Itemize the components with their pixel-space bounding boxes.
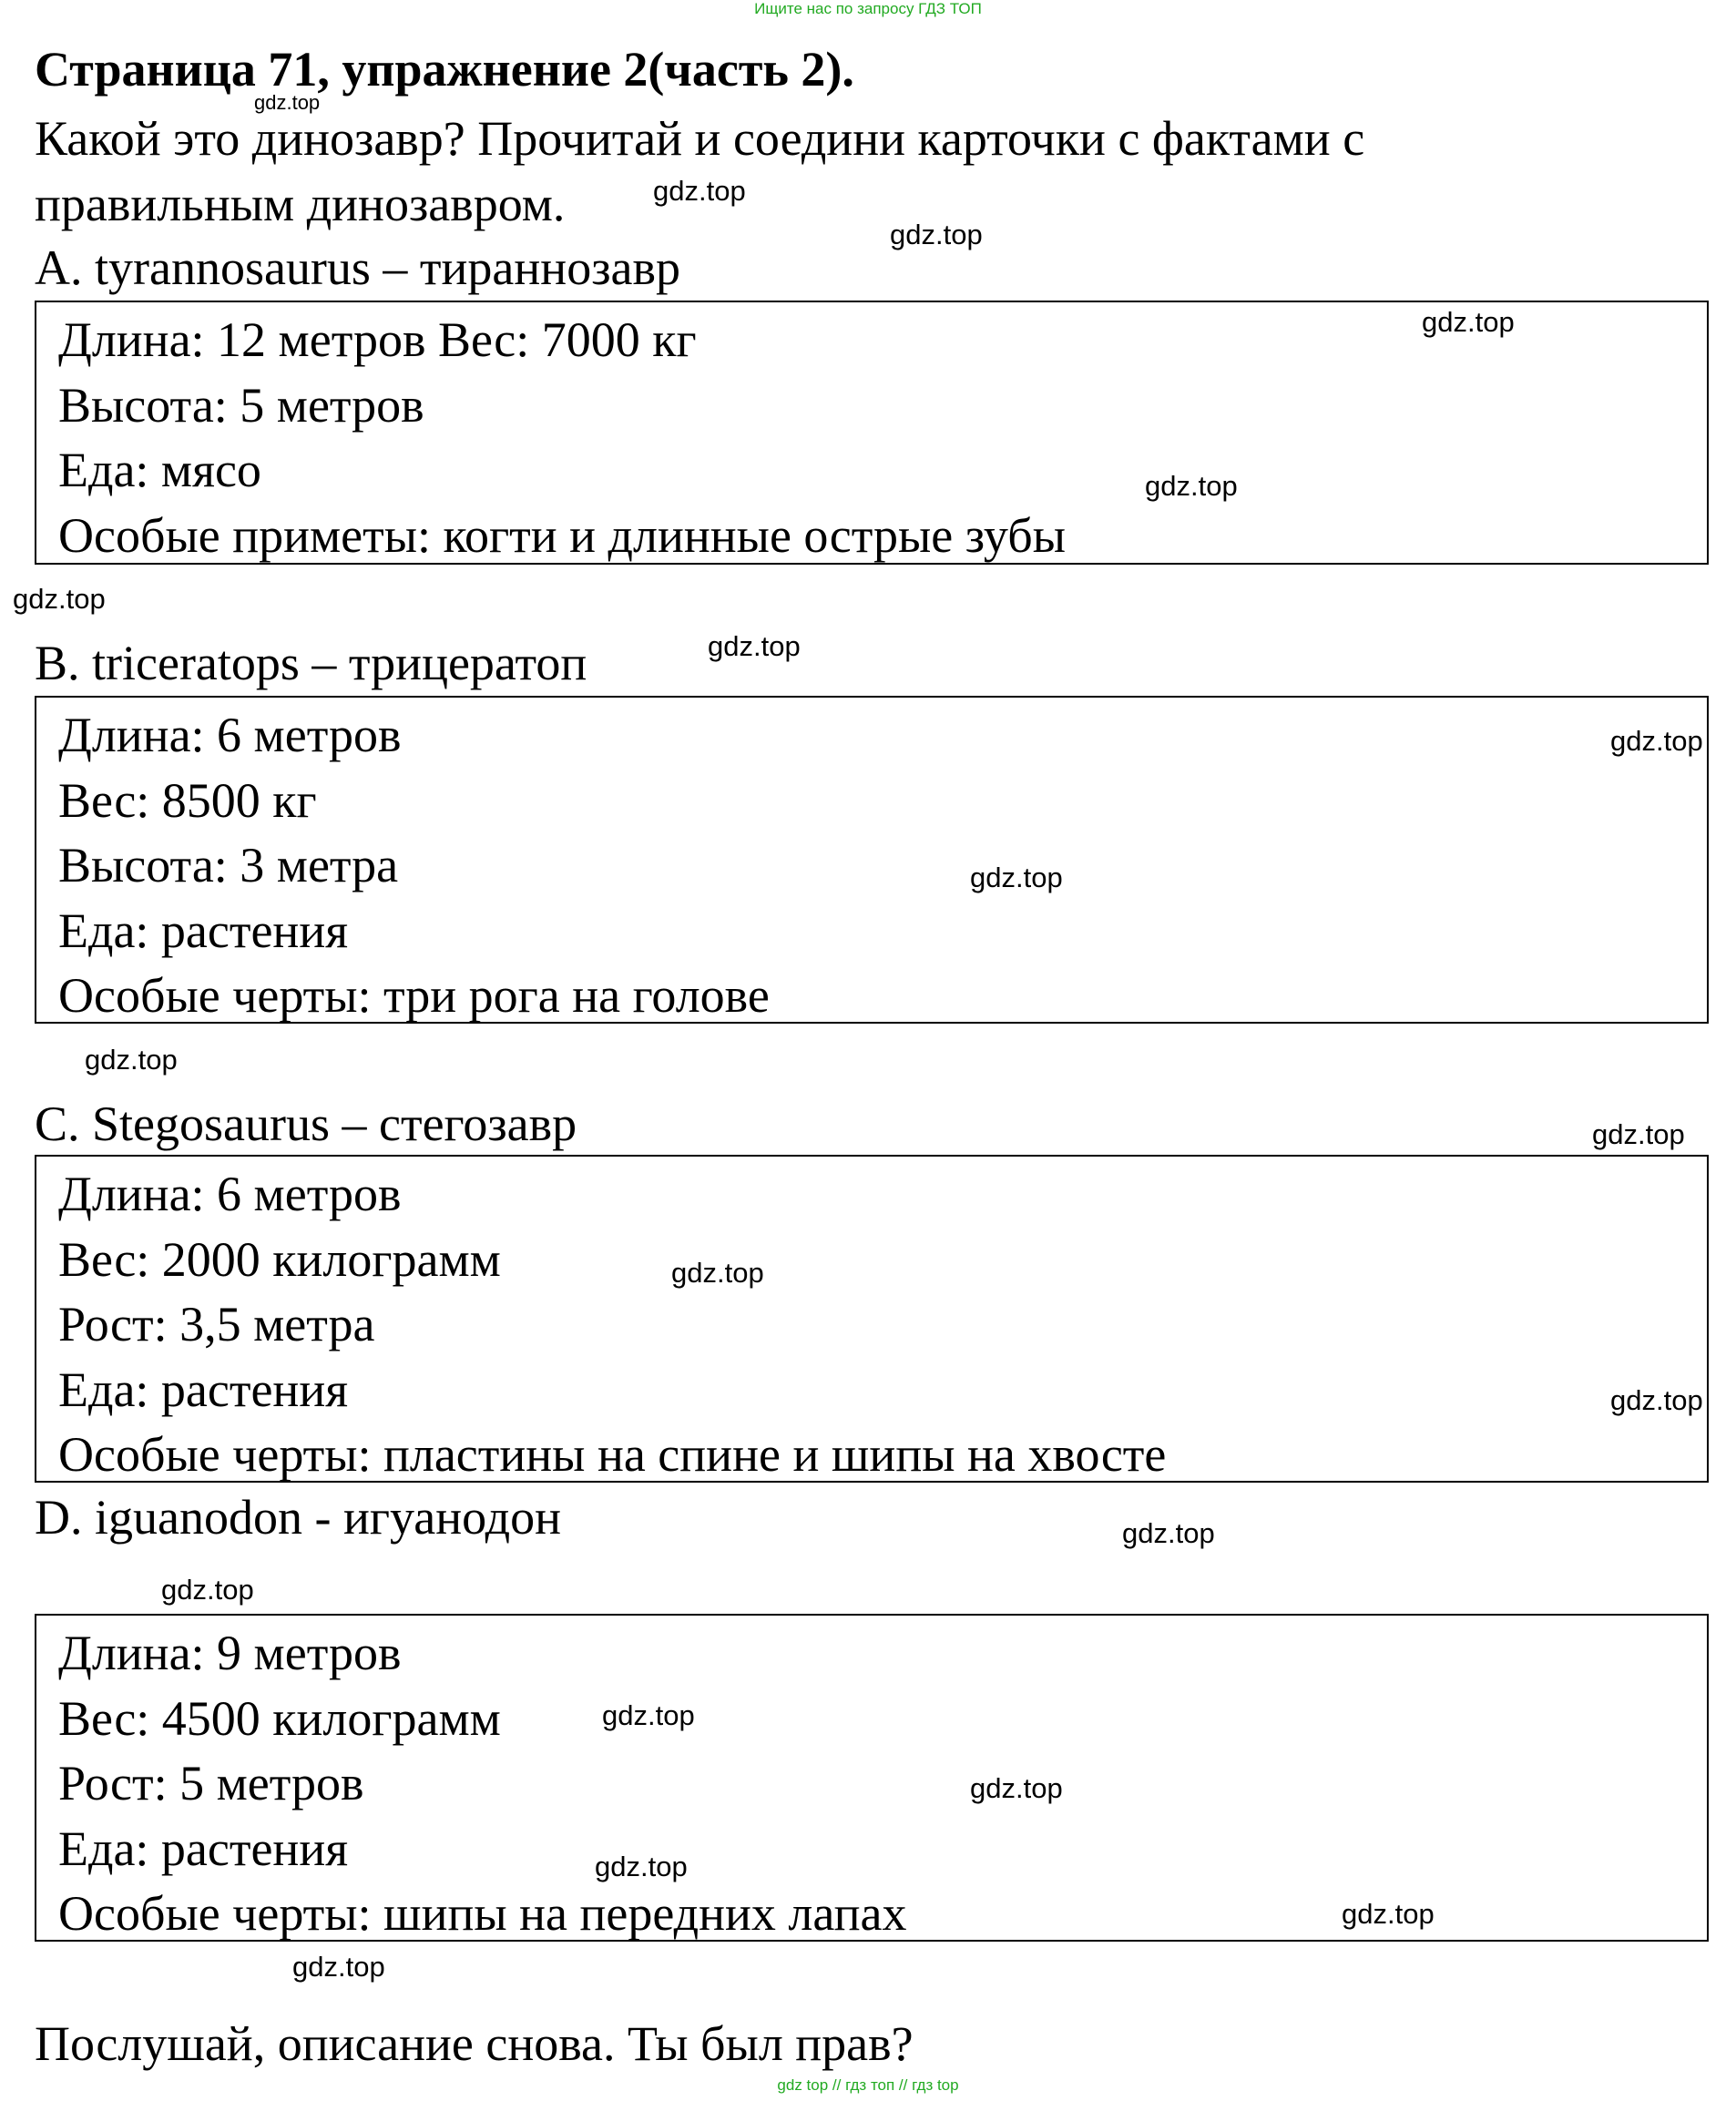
watermark: gdz.top: [1610, 1384, 1703, 1416]
fact-line: Длина: 9 метров: [58, 1626, 402, 1680]
watermark: gdz.top: [85, 1044, 178, 1076]
watermark: gdz.top: [1122, 1517, 1215, 1549]
section-a-heading: A. tyrannosaurus – тираннозавр: [35, 240, 680, 295]
section-d-heading: D. iguanodon - игуанодон: [35, 1490, 561, 1545]
fact-line: Особые черты: шипы на передних лапах: [58, 1886, 907, 1941]
watermark: gdz.top: [970, 1772, 1063, 1804]
bottom-banner: gdz top // гдз топ // гдз top: [777, 2076, 959, 2094]
section-c-heading: C. Stegosaurus – стегозавр: [35, 1096, 577, 1151]
footer-question: Послушай, описание снова. Ты был прав?: [35, 2016, 914, 2071]
watermark: gdz.top: [161, 1574, 254, 1606]
watermark: gdz.top: [1145, 470, 1238, 502]
fact-line: Рост: 3,5 метра: [58, 1297, 375, 1351]
watermark: gdz.top: [890, 219, 983, 250]
fact-line: Еда: растения: [58, 903, 349, 958]
fact-line: Особые приметы: когти и длинные острые зубы: [58, 507, 1066, 563]
fact-line: Рост: 5 метров: [58, 1756, 364, 1810]
fact-line: Длина: 12 метров Вес: 7000 кг: [58, 312, 697, 367]
watermark: gdz.top: [1342, 1898, 1435, 1930]
section-b-heading: B. triceratops – трицератоп: [35, 636, 587, 690]
watermark: gdz.top: [1610, 725, 1703, 757]
fact-line: Особые черты: пластины на спине и шипы на хвосте: [58, 1427, 1167, 1482]
watermark: gdz.top: [254, 91, 321, 114]
fact-line: Вес: 4500 килограмм: [58, 1690, 501, 1746]
watermark: gdz.top: [13, 583, 106, 615]
top-banner: Ищите нас по запросу ГДЗ ТОП: [754, 0, 982, 17]
watermark: gdz.top: [1422, 306, 1515, 338]
fact-line: Длина: 6 метров: [58, 708, 402, 762]
fact-card-d: [35, 1614, 1709, 1942]
watermark: gdz.top: [671, 1257, 764, 1289]
watermark: gdz.top: [602, 1699, 695, 1731]
exercise-instruction: Какой это динозавр? Прочитай и соедини карточки с фактами с правильным динозавром.: [35, 111, 1365, 231]
watermark: gdz.top: [1592, 1118, 1685, 1150]
fact-card-b: [35, 696, 1709, 1024]
fact-line: Еда: мясо: [58, 443, 261, 497]
watermark: gdz.top: [653, 175, 746, 207]
fact-line: Высота: 5 метров: [58, 377, 424, 433]
fact-line: Длина: 6 метров: [58, 1167, 402, 1221]
watermark: gdz.top: [970, 862, 1063, 893]
watermark: gdz.top: [708, 630, 801, 662]
watermark: gdz.top: [292, 1951, 385, 1983]
fact-line: Вес: 8500 кг: [58, 772, 317, 828]
fact-line: Особые черты: три рога на голове: [58, 968, 770, 1023]
fact-line: Вес: 2000 килограмм: [58, 1231, 501, 1287]
fact-card-a: [35, 301, 1709, 565]
fact-line: Высота: 3 метра: [58, 838, 399, 892]
fact-card-c: [35, 1155, 1709, 1483]
fact-line: Еда: растения: [58, 1362, 349, 1417]
page-title: Страница 71, упражнение 2(часть 2).: [35, 42, 854, 97]
fact-line: Еда: растения: [58, 1821, 349, 1876]
watermark: gdz.top: [595, 1851, 688, 1882]
